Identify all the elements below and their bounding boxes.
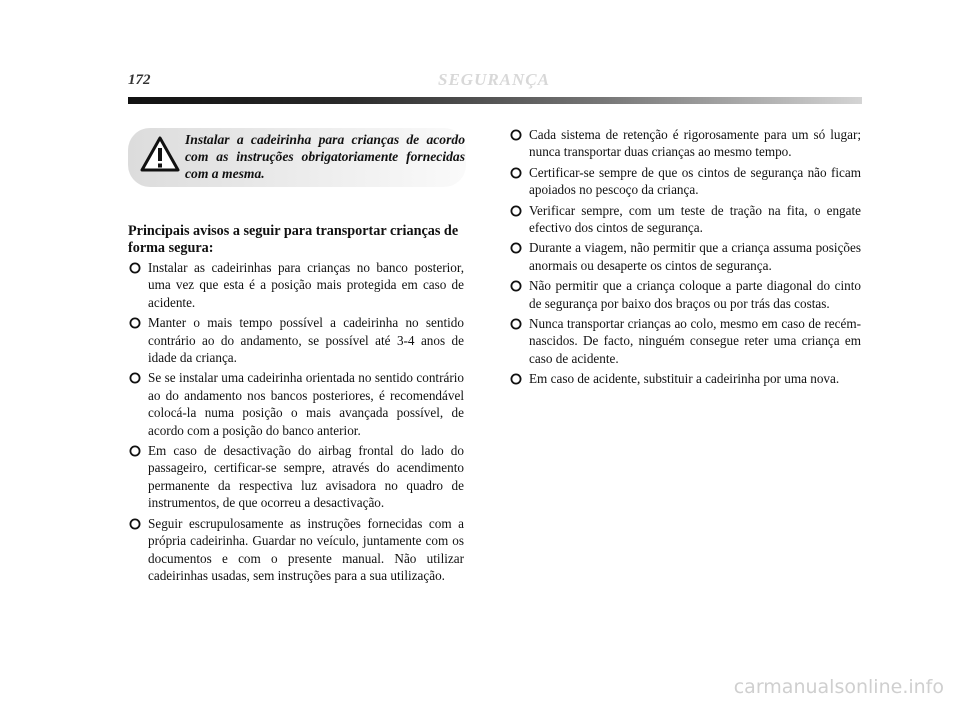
list-item [128,369,464,439]
list-item [128,259,464,311]
list-item [509,126,861,161]
page-header [128,68,862,108]
bullet-text: Seguir escrupulosamente as instruções fornecidas com a própria cadeirinha. Guardar no veículo, juntamente com os documentos e com o presente manual. Não utilizar cadeirinhas usadas, sem instruções para a sua utilização. [148,515,464,583]
bullet-text: Em caso de acidente, substituir a cadeirinha por uma nova. [529,371,840,387]
list-item [509,202,861,237]
bullet-text: Instalar as cadeirinhas para crianças no banco posterior, uma vez que esta é a posição mais protegida em caso de acidente. [148,260,464,310]
header-rule [128,97,862,104]
circle-bullet-icon [510,129,522,141]
section-title: SEGURANÇA [438,70,550,89]
circle-bullet-icon [129,372,141,384]
bullet-text: Certificar-se sempre de que os cintos de segurança não ficam apoiados no pescoço da criança. [529,164,861,198]
circle-bullet-icon [510,318,522,330]
left-column [128,223,464,587]
circle-bullet-icon [129,317,141,329]
bullet-text: Se se instalar uma cadeirinha orientada no sentido contrário ao do andamento nos bancos posteriores, é recomendável colocá-la numa posição o mais avançada possível, de acordo com a posição do banco anterior. [148,370,464,438]
circle-bullet-icon [129,445,141,457]
circle-bullet-icon [129,262,141,274]
watermark: carmanualsonline.info [733,676,944,698]
bullet-text: Durante a viagem, não permitir que a criança assuma posições anormais ou desaperte os cintos de segurança. [529,240,861,273]
bullet-text: Manter o mais tempo possível a cadeirinha no sentido contrário ao do andamento, se possível até 3-4 anos de idade da criança. [148,315,464,366]
list-item [509,315,861,367]
intro-heading: Principais avisos a seguir para transportar crianças de forma segura: [128,223,459,256]
list-item [509,277,861,312]
circle-bullet-icon [129,518,141,530]
right-column [509,126,861,391]
circle-bullet-icon [510,373,522,385]
warning-box [128,128,466,187]
bullet-text: Nunca transportar crianças ao colo, mesmo em caso de recém-nascidos. De facto, ninguém consegue reter uma criança em caso de acidente. [529,316,861,366]
bullet-text: Verificar sempre, com um teste de tração na fita, o engate efectivo dos cintos de segurança. [529,202,861,236]
list-item [128,314,464,366]
bullet-text: Cada sistema de retenção é rigorosamente para um só lugar; nunca transportar duas crianças ao mesmo tempo. [529,127,861,160]
circle-bullet-icon [510,205,522,217]
circle-bullet-icon [510,242,522,254]
circle-bullet-icon [510,280,522,292]
circle-bullet-icon [510,167,522,179]
right-bullet-list [509,126,861,388]
bullet-text: Em caso de desactivação do airbag frontal do lado do passageiro, certificar-se sempre, através do acendimento permanente da respectiva luz avisadora no quadro de instrumentos, de que ocorreu a desactivação. [148,443,464,511]
list-item [128,515,464,585]
list-item [509,370,861,387]
list-item [509,239,861,274]
page-number: 172 [128,72,151,88]
left-bullet-list [128,259,464,584]
warning-text: Instalar a cadeirinha para crianças de acordo com as instruções obrigatoriamente fornecidas com a mesma. [185,132,465,181]
warning-triangle-icon [140,136,180,172]
list-item [128,442,464,512]
list-item [509,164,861,199]
bullet-text: Não permitir que a criança coloque a parte diagonal do cinto de segurança por baixo dos braços ou por trás das costas. [529,278,861,311]
